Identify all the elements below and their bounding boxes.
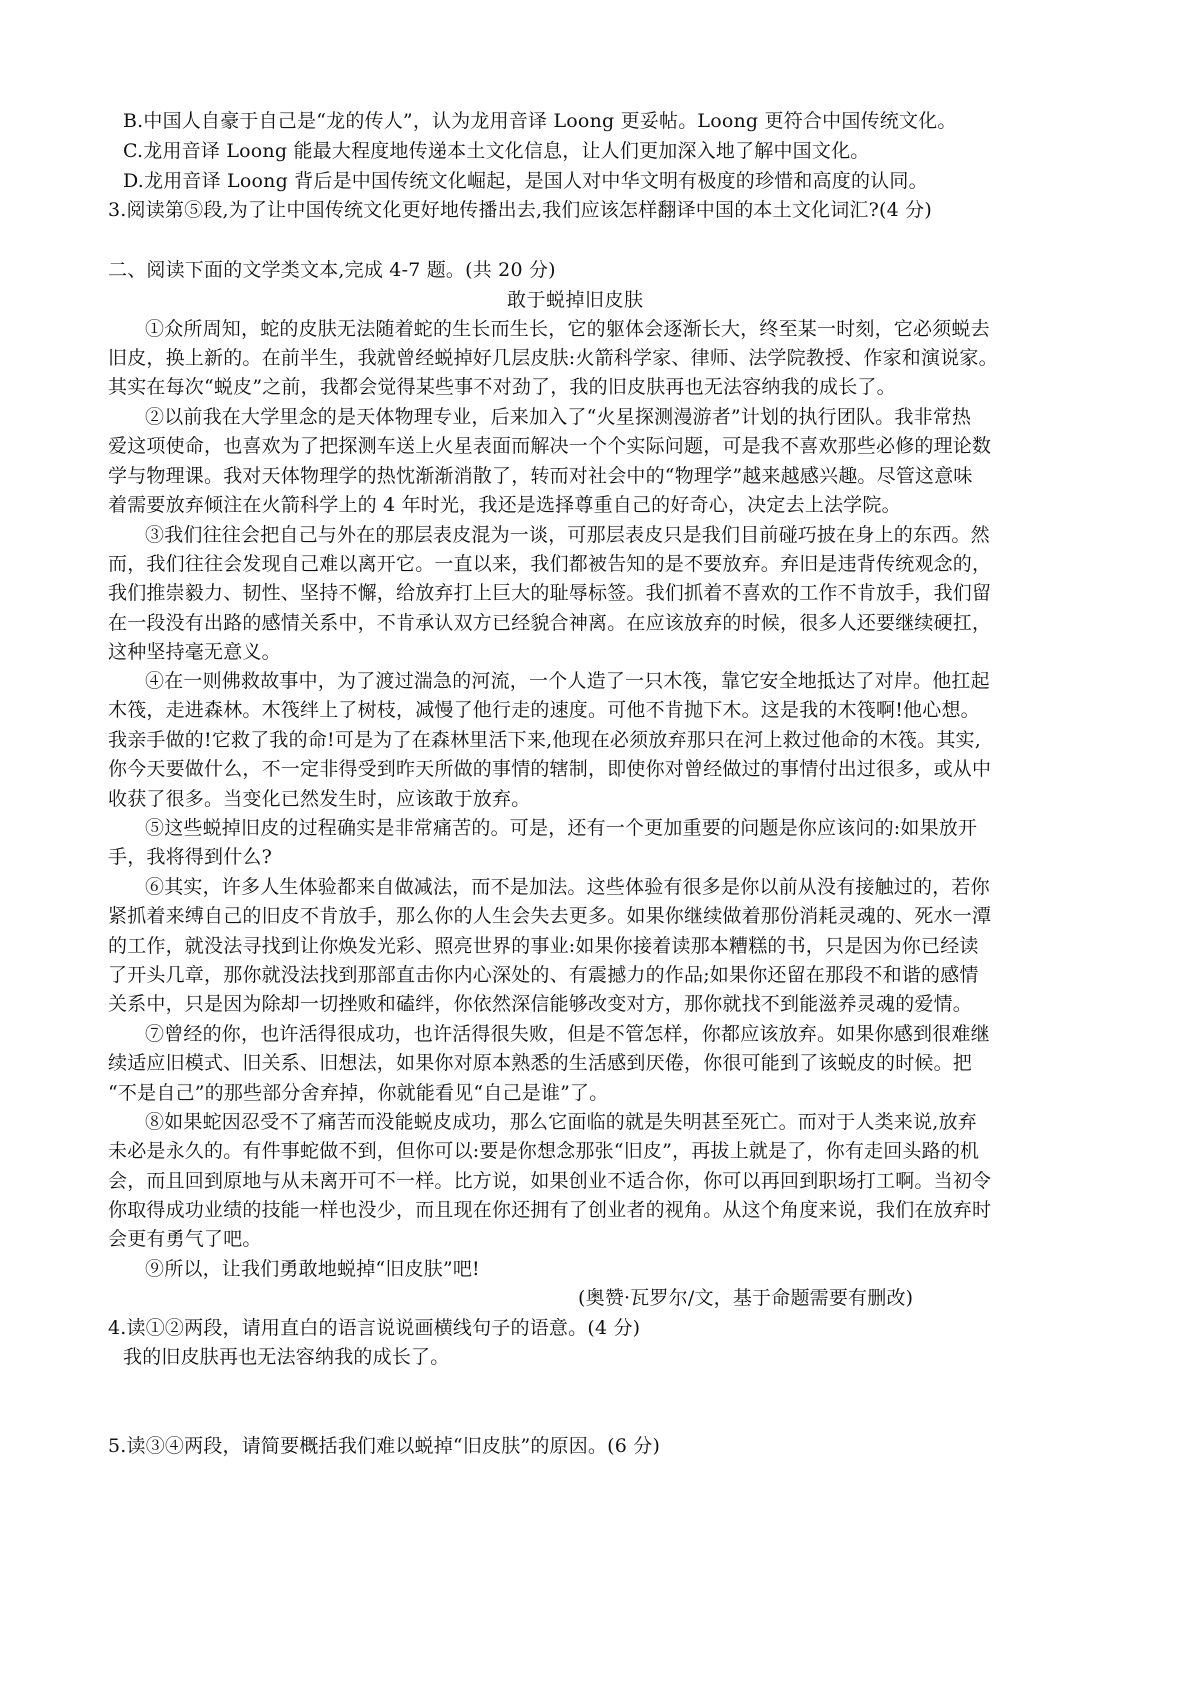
text-line: 紧抓着来缚自己的旧皮不肯放手，那么你的人生会失去更多。如果你继续做着那份消耗灵魂的、死水一潭 (108, 905, 992, 927)
text-line: 你今天要做什么，不一定非得受到昨天所做的事情的辖制，即使你对曾经做过的事情付出过很多，或从中 (108, 758, 992, 780)
text-line: 收获了很多。当变化已然发生时，应该敢于放弃。 (108, 788, 531, 810)
text-line: 你取得成功业绩的技能一样也没少，而且现在你还拥有了创业者的视角。从这个角度来说，我们在放弃时 (108, 1199, 992, 1221)
text-line: ⑤这些蜕掉旧皮的过程确实是非常痛苦的。可是，还有一个更加重要的问题是你应该问的:如果放开 (145, 817, 978, 839)
text-line: “不是自己”的那些部分舍弃掉，你就能看见“自己是谁”了。 (108, 1082, 609, 1104)
option-b: B.中国人自豪于自己是“龙的传人”，认为龙用音译 Loong 更妥帖。Loong 更符合中国传统文化。 (123, 110, 957, 132)
question-4-quote: 我的旧皮肤再也无法容纳我的成长了。 (123, 1346, 450, 1368)
text-line: 爱这项使命，也喜欢为了把探测车送上火星表面而解决一个个实际问题，可是我不喜欢那些必修的理论数 (108, 435, 992, 457)
text-line: 续适应旧模式、旧关系、旧想法，如果你对原本熟悉的生活感到厌倦，你很可能到了该蜕皮的时候。把 (108, 1052, 973, 1074)
text-line: ⑨所以，让我们勇敢地蜕掉“旧皮肤”吧! (145, 1258, 480, 1280)
text-line: 未必是永久的。有件事蛇做不到，但你可以:要是你想念那张“旧皮”，再拔上就是了，你有走回头路的机 (108, 1140, 980, 1162)
text-line: 学与物理课。我对天体物理学的热忱渐渐消散了，转而对社会中的“物理学”越来越感兴趣。尽管这意味 (108, 465, 973, 487)
text-line: 旧皮，换上新的。在前半生，我就曾经蜕掉好几层皮肤:火箭科学家、律师、法学院教授、作家和演说家。 (108, 347, 998, 369)
text-line: ⑥其实，许多人生体验都来自做减法，而不是加法。这些体验有很多是你以前从没有接触过的，若你 (145, 876, 990, 898)
option-d: D.龙用音译 Loong 背后是中国传统文化崛起，是国人对中华文明有极度的珍惜和高度的认同。 (123, 170, 928, 192)
text-line: 的工作，就没法寻找到让你焕发光彩、照亮世界的事业:如果你接着读那本糟糕的书，只是因为你已经读 (108, 935, 979, 957)
text-line: 这种坚持毫无意义。 (108, 641, 281, 663)
question-4: 4.读①②两段，请用直白的语言说说画横线句子的语意。(4 分) (108, 1317, 641, 1339)
text-line: ①众所周知，蛇的皮肤无法随着蛇的生长而生长，它的躯体会逐渐长大，终至某一时刻，它必须蜕去 (145, 318, 990, 340)
text-line: ④在一则佛救故事中，为了渡过湍急的河流，一个人造了一只木筏，靠它安全地抵达了对岸。他扛起 (145, 670, 990, 692)
question-3: 3.阅读第⑤段,为了让中国传统文化更好地传播出去,我们应该怎样翻译中国的本土文化词汇?(4 分) (108, 199, 932, 221)
text-line: 着需要放弃倾注在火箭科学上的 4 年时光，我还是选择尊重自己的好奇心，决定去上法学院。 (108, 494, 901, 516)
text-line: 在一段没有出路的感情关系中，不肯承认双方已经貌合神离。在应该放弃的时候，很多人还要继续硬扛， (108, 612, 992, 634)
text-line: 关系中，只是因为除却一切挫败和磕绊，你依然深信能够改变对方，那你就找不到能滋养灵魂的爱情。 (108, 993, 973, 1015)
section-heading: 二、阅读下面的文学类文本,完成 4-7 题。(共 20 分) (108, 259, 556, 281)
text-line: 手，我将得到什么? (108, 846, 272, 868)
text-line: 我们推崇毅力、韧性、坚持不懈，给放弃打上巨大的耻辱标签。我们抓着不喜欢的工作不肯放手，我们留 (108, 582, 992, 604)
text-line: 了开头几章，那你就没法找到那部直击你内心深处的、有震撼力的作品;如果你还留在那段不和谐的感情 (108, 964, 979, 986)
text-line: 会，而且回到原地与从未离开可不一样。比方说，如果创业不适合你，你可以再回到职场打工啊。当初令 (108, 1170, 992, 1192)
text-line: ③我们往往会把自己与外在的那层表皮混为一谈，可那层表皮只是我们目前碰巧披在身上的东西。然 (145, 524, 990, 546)
option-c: C.龙用音译 Loong 能最大程度地传递本土文化信息，让人们更加深入地了解中国文化。 (123, 140, 870, 162)
text-line: 而，我们往往会发现自己难以离开它。一直以来，我们都被告知的是不要放弃。弃旧是违背传统观念的， (108, 553, 992, 575)
text-line: 我亲手做的!它救了我的命!可是为了在森林里活下来,他现在必须放弃那只在河上救过他命的木筏。其实, (108, 729, 981, 751)
text-line: ⑧如果蛇因忍受不了痛苦而没能蜕皮成功，那么它面临的就是失明甚至死亡。而对于人类来说,放弃 (145, 1111, 977, 1133)
question-5: 5.读③④两段，请简要概括我们难以蜕掉“旧皮肤”的原因。(6 分) (108, 1435, 661, 1457)
text-line: 其实在每次“蜕皮”之前，我都会觉得某些事不对劲了，我的旧皮肤再也无法容纳我的成长了。 (108, 376, 896, 398)
attribution: (奥赞·瓦罗尔/文，基于命题需要有删改) (578, 1287, 914, 1309)
text-line: ②以前我在大学里念的是天体物理专业，后来加入了“火星探测漫游者”计划的执行团队。我非常热 (145, 406, 972, 428)
text-line: 会更有勇气了吧。 (108, 1228, 262, 1250)
text-line: ⑦曾经的你，也许活得很成功，也许活得很失败，但是不管怎样，你都应该放弃。如果你感到很难继 (145, 1023, 990, 1045)
article-title: 敢于蜕掉旧皮肤 (507, 289, 644, 311)
text-line: 木筏，走进森林。木筏绊上了树枝，减慢了他行走的速度。可他不肯抛下木。这是我的木筏啊!他心想。 (108, 699, 980, 721)
